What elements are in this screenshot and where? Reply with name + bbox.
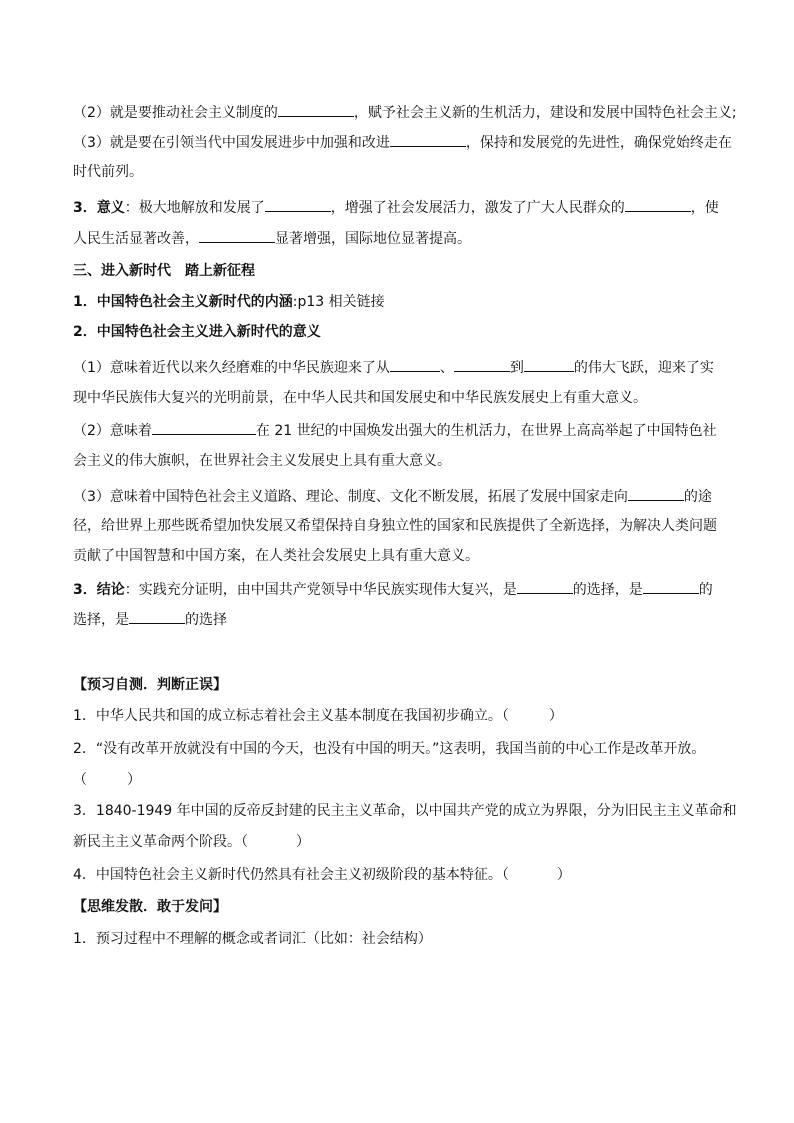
blank <box>278 102 354 117</box>
point-2: 2．中国特色社会主义进入新时代的意义 <box>73 324 321 340</box>
meaning-line-2: 人民生活显著改善， 显著增强，国际地位显著提高。 <box>73 228 733 249</box>
blank <box>524 357 574 372</box>
significance-3-line-3: 贡献了中国智慧和中国方案，在人类社会发展史上具有重大意义。 <box>73 548 479 564</box>
blank <box>265 197 331 212</box>
self-test-q3-line-2: 新民主主义革命两个阶段。（ ） <box>73 834 310 850</box>
self-test-q2-line-2: （ ） <box>73 772 141 788</box>
blank <box>628 486 684 501</box>
thinking-q1: 1．预习过程中不理解的概念或者词汇（比如：社会结构） <box>73 931 432 947</box>
blank <box>390 132 466 147</box>
item-3-line-1: （3）就是要在引领当代中国发展进步中加强和改进 ，保持和发展党的先进性，确保党始终走在 <box>73 132 733 153</box>
self-test-q3-line-1: 3．1840-1949 年中国的反帝反封建的民主主义革命，以中国共产党的成立为界限，分为旧民主主义革命和 <box>73 803 737 819</box>
blank <box>625 197 691 212</box>
blank <box>454 357 510 372</box>
significance-1-line-1: （1）意味着近代以来久经磨难的中华民族迎来了从 、 到 的伟大飞跃，迎来了实 <box>73 357 733 378</box>
blank <box>129 609 185 624</box>
section-3-heading: 三、进入新时代 踏上新征程 <box>73 263 255 279</box>
conclusion-line-1: 3．结论：实践充分证明，由中国共产党领导中华民族实现伟大复兴，是 的选择，是 的 <box>73 579 733 600</box>
blank <box>517 579 573 594</box>
self-test-q1: 1．中华人民共和国的成立标志着社会主义基本制度在我国初步确立。（ ） <box>73 708 563 724</box>
significance-3-line-1: （3）意味着中国特色社会主义道路、理论、制度、文化不断发展，拓展了发展中国家走向 的途 <box>73 486 733 507</box>
blank <box>643 579 699 594</box>
blank <box>152 420 256 435</box>
self-test-q2-line-1: 2．“没有改革开放就没有中国的今天，也没有中国的明天。”这表明，我国当前的中心工作是改革开放。 <box>73 741 706 757</box>
item-3-line-2: 时代前列。 <box>73 164 143 180</box>
blank <box>199 228 275 243</box>
self-test-heading: 【预习自测．判断正误】 <box>73 677 227 693</box>
blank <box>390 357 440 372</box>
conclusion-line-2: 选择，是 的选择 <box>73 609 733 630</box>
significance-3-line-2: 径，给世界上那些既希望加快发展又希望保持自身独立性的国家和民族提供了全新选择，为解决人类问题 <box>73 518 717 534</box>
item-2-line: （2）就是要推动社会主义制度的 ，赋予社会主义新的生机活力，建设和发展中国特色社会主义; <box>73 102 733 123</box>
significance-2-line-2: 会主义的伟大旗帜，在世界社会主义发展史上具有重大意义。 <box>73 453 451 469</box>
meaning-line-1: 3．意义：极大地解放和发展了 ，增强了社会发展活力，激发了广大人民群众的 ，使 <box>73 197 733 218</box>
thinking-heading: 【思维发散．敢于发问】 <box>73 899 227 915</box>
self-test-q4: 4．中国特色社会主义新时代仍然具有社会主义初级阶段的基本特征。（ ） <box>73 867 571 883</box>
point-1: 1．中国特色社会主义新时代的内涵:p13 相关链接 <box>73 294 385 310</box>
significance-2-line-1: （2）意味着 在 21 世纪的中国焕发出强大的生机活力，在世界上高高举起了中国特色社 <box>73 420 733 441</box>
significance-1-line-2: 现中华民族伟大复兴的光明前景，在中华人民共和国发展史和中华民族发展史上有重大意义。 <box>73 390 647 406</box>
